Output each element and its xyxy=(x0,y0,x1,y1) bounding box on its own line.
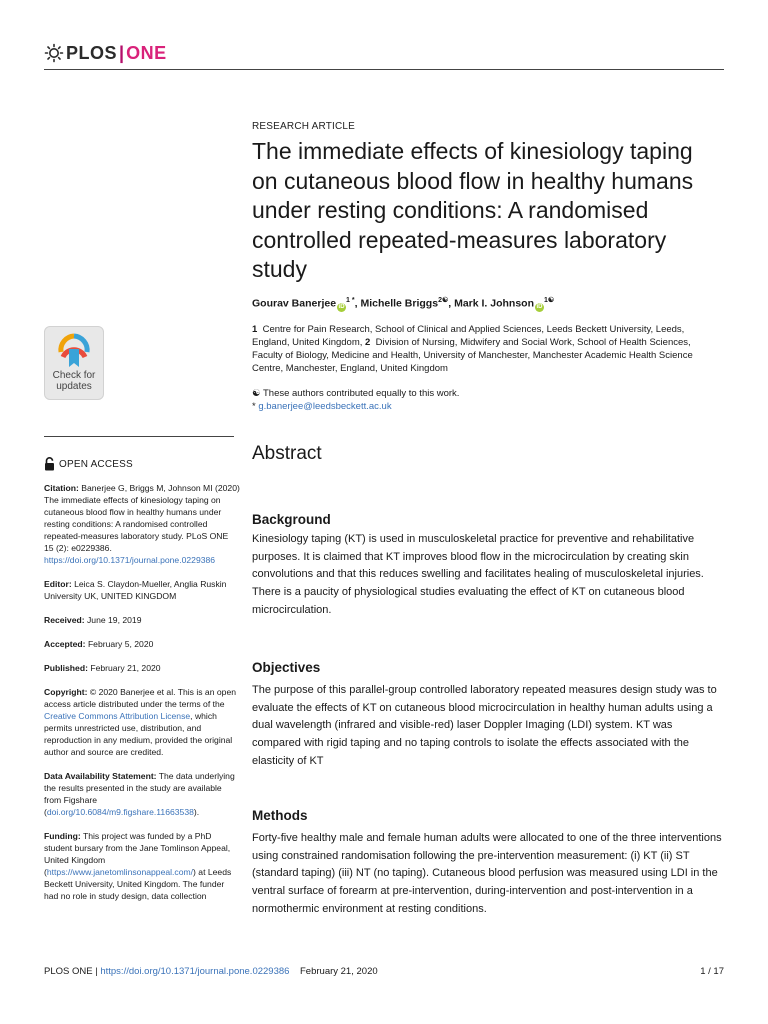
funder-link[interactable]: https://www.janetomlinsonappeal.com/ xyxy=(46,867,194,877)
check-for-updates-button[interactable] xyxy=(44,326,104,400)
check-line-2: updates xyxy=(56,381,92,392)
article-sidebar xyxy=(44,482,240,914)
affiliation-text: Division of Nursing, Midwifery and Social Work, School of Health Sciences, Faculty of Biology, Medicine and Health, University of Manchester, Manchester Academic Health Science Centre, Manchester, England, United Kingdom xyxy=(252,337,693,374)
affiliations: 1 Centre for Pain Research, School of Clinical and Applied Sciences, Leeds Beckett University, Leeds, England, United Kingdom, 2 Division of Nursing, Midwifery and Social Work, School of Health Sciences, Faculty of Biology, Medicine and Health, University of Manchester, Manchester Academic Health Science Centre, Manchester, England, United Kingdom xyxy=(252,324,693,374)
orcid-icon[interactable]: iD xyxy=(536,303,543,310)
open-access-badge xyxy=(44,457,133,471)
check-line-1: Check for xyxy=(52,370,96,381)
orcid-icon[interactable]: iD xyxy=(338,303,345,310)
open-lock-icon xyxy=(44,457,55,471)
author-notes: ☯ These authors contributed equally to this work. * g.banerjee@leedsbeckett.ac.uk xyxy=(252,387,722,413)
sidebar-divider xyxy=(44,436,234,437)
objectives-heading: Objectives xyxy=(252,660,321,675)
author-affiliation-marker: 2☯ xyxy=(438,297,449,304)
abstract-heading: Abstract xyxy=(252,443,322,464)
page-footer: PLOS ONE | https://doi.org/10.1371/journal.pone.0229386 February 21, 2020 xyxy=(44,966,378,977)
plos-one-logo[interactable] xyxy=(44,42,167,64)
affiliation-text: Centre for Pain Research, School of Clinical and Applied Sciences, Leeds Beckett University, Leeds, England, United Kingdom, xyxy=(252,324,685,348)
background-heading: Background xyxy=(252,512,331,527)
received-date: Received: June 19, 2019 xyxy=(44,615,142,625)
open-access-label: OPEN ACCESS xyxy=(59,458,133,470)
figshare-link[interactable]: doi.org/10.6084/m9.figshare.11663538 xyxy=(46,807,194,817)
citation-block: Citation: Banerjee G, Briggs M, Johnson MI (2020) The immediate effects of kinesiology taping on cutaneous blood flow in healthy humans under resting conditions: A randomised controlled repeated-measures laboratory study. PLoS ONE 15 (2): e0229386. https://doi.org/10.1371/journal.pone.0229386 xyxy=(44,483,240,565)
author-list: Gourav Banerjee $iD^{1 *}$, Michelle Briggs$^{2☯}$, Mark I. Johnson $iD^{1☯}$ xyxy=(252,297,555,310)
footer-doi-link[interactable]: https://doi.org/10.1371/journal.pone.0229386 xyxy=(100,966,290,977)
copyright-block: Copyright: © 2020 Banerjee et al. This is an open access article distributed under the terms of the Creative Commons Attribution License, which permits unrestricted use, distribution, and reproduction in any medium, provided the original author and source are credited. xyxy=(44,687,237,757)
page-number: 1 / 17 xyxy=(700,966,724,977)
author-affiliation-marker: 1 * xyxy=(346,297,355,304)
article-type: RESEARCH ARTICLE xyxy=(252,121,356,132)
corresponding-email-link[interactable]: g.banerjee@leedsbeckett.ac.uk xyxy=(258,401,392,412)
methods-body: Forty-five healthy male and female human adults were allocated to one of the three interventions using constrained randomisation following the pre-intervention measurement: (i) KT (ii) ST (standard taping) (iii) NT (no taping). Cutaneous blood perfusion was measured using LDI in the ventral surface of forearm at pre-intervention, during-intervention and post-intervention in a normothermic environment at resting conditions. xyxy=(252,832,722,915)
objectives-body: The purpose of this parallel-group controlled laboratory repeated measures design study was to evaluate the effects of KT on cutaneous blood microcirculation in healthy human adults using a dual wavelength (infrared and visible-red) laser Doppler Imaging (LDI) system. KT was compared with rigid taping and no taping controls to isolate the effects associated with the elasticity of KT xyxy=(252,684,717,767)
footer-journal: PLOS ONE xyxy=(44,966,93,977)
accepted-date: Accepted: February 5, 2020 xyxy=(44,639,154,649)
footer-date: February 21, 2020 xyxy=(300,966,378,977)
article-title: The immediate effects of kinesiology taping on cutaneous blood flow in healthy humans under resting conditions: A randomised controlled repeated-measures laboratory study xyxy=(252,138,694,282)
author-name[interactable]: Gourav Banerjee xyxy=(252,297,337,310)
background-body: Kinesiology taping (KT) is used in musculoskeletal practice for preventive and rehabilitative purposes. It is claimed that KT improves blood flow in the microcirculation by creating skin convolutions and that this reduces swelling and facilitates healing of musculoskeletal injuries. There is a paucity of physiological studies evaluating the effect of KT on cutaneous blood microcirculation. xyxy=(252,533,704,616)
citation-doi-link[interactable]: https://doi.org/10.1371/journal.pone.0229386 xyxy=(44,555,216,565)
header-divider xyxy=(44,69,724,70)
editor-block: Editor: Leica S. Claydon-Mueller, Anglia Ruskin University UK, UNITED KINGDOM xyxy=(44,579,227,601)
logo-one-text: ONE xyxy=(126,42,167,63)
equal-contribution-note: ☯ These authors contributed equally to this work. xyxy=(252,388,460,399)
crossmark-icon xyxy=(45,327,103,371)
methods-heading: Methods xyxy=(252,808,308,823)
data-availability-block: Data Availability Statement: The data underlying the results presented in the study are available from Figshare (doi.org/10.6084/m9.figshare.11663538). xyxy=(44,771,235,817)
author-affiliation-marker: 1☯ xyxy=(544,297,555,304)
funding-block: Funding: This project was funded by a PhD student bursary from the Jane Tomlinson Appeal, United Kingdom (https://www.janetomlinsonappeal.com/) at Leeds Beckett University, United Kingdom. The funder had no role in study design, data collection xyxy=(44,831,232,901)
plos-sun-icon xyxy=(44,43,64,63)
author-name[interactable]: Mark I. Johnson xyxy=(454,297,535,310)
logo-separator: | xyxy=(119,42,125,63)
license-link[interactable]: Creative Commons Attribution License xyxy=(44,711,191,721)
published-date: Published: February 21, 2020 xyxy=(44,663,161,673)
logo-plos-text: PLOS xyxy=(66,42,118,63)
author-name[interactable]: Michelle Briggs xyxy=(360,297,439,310)
